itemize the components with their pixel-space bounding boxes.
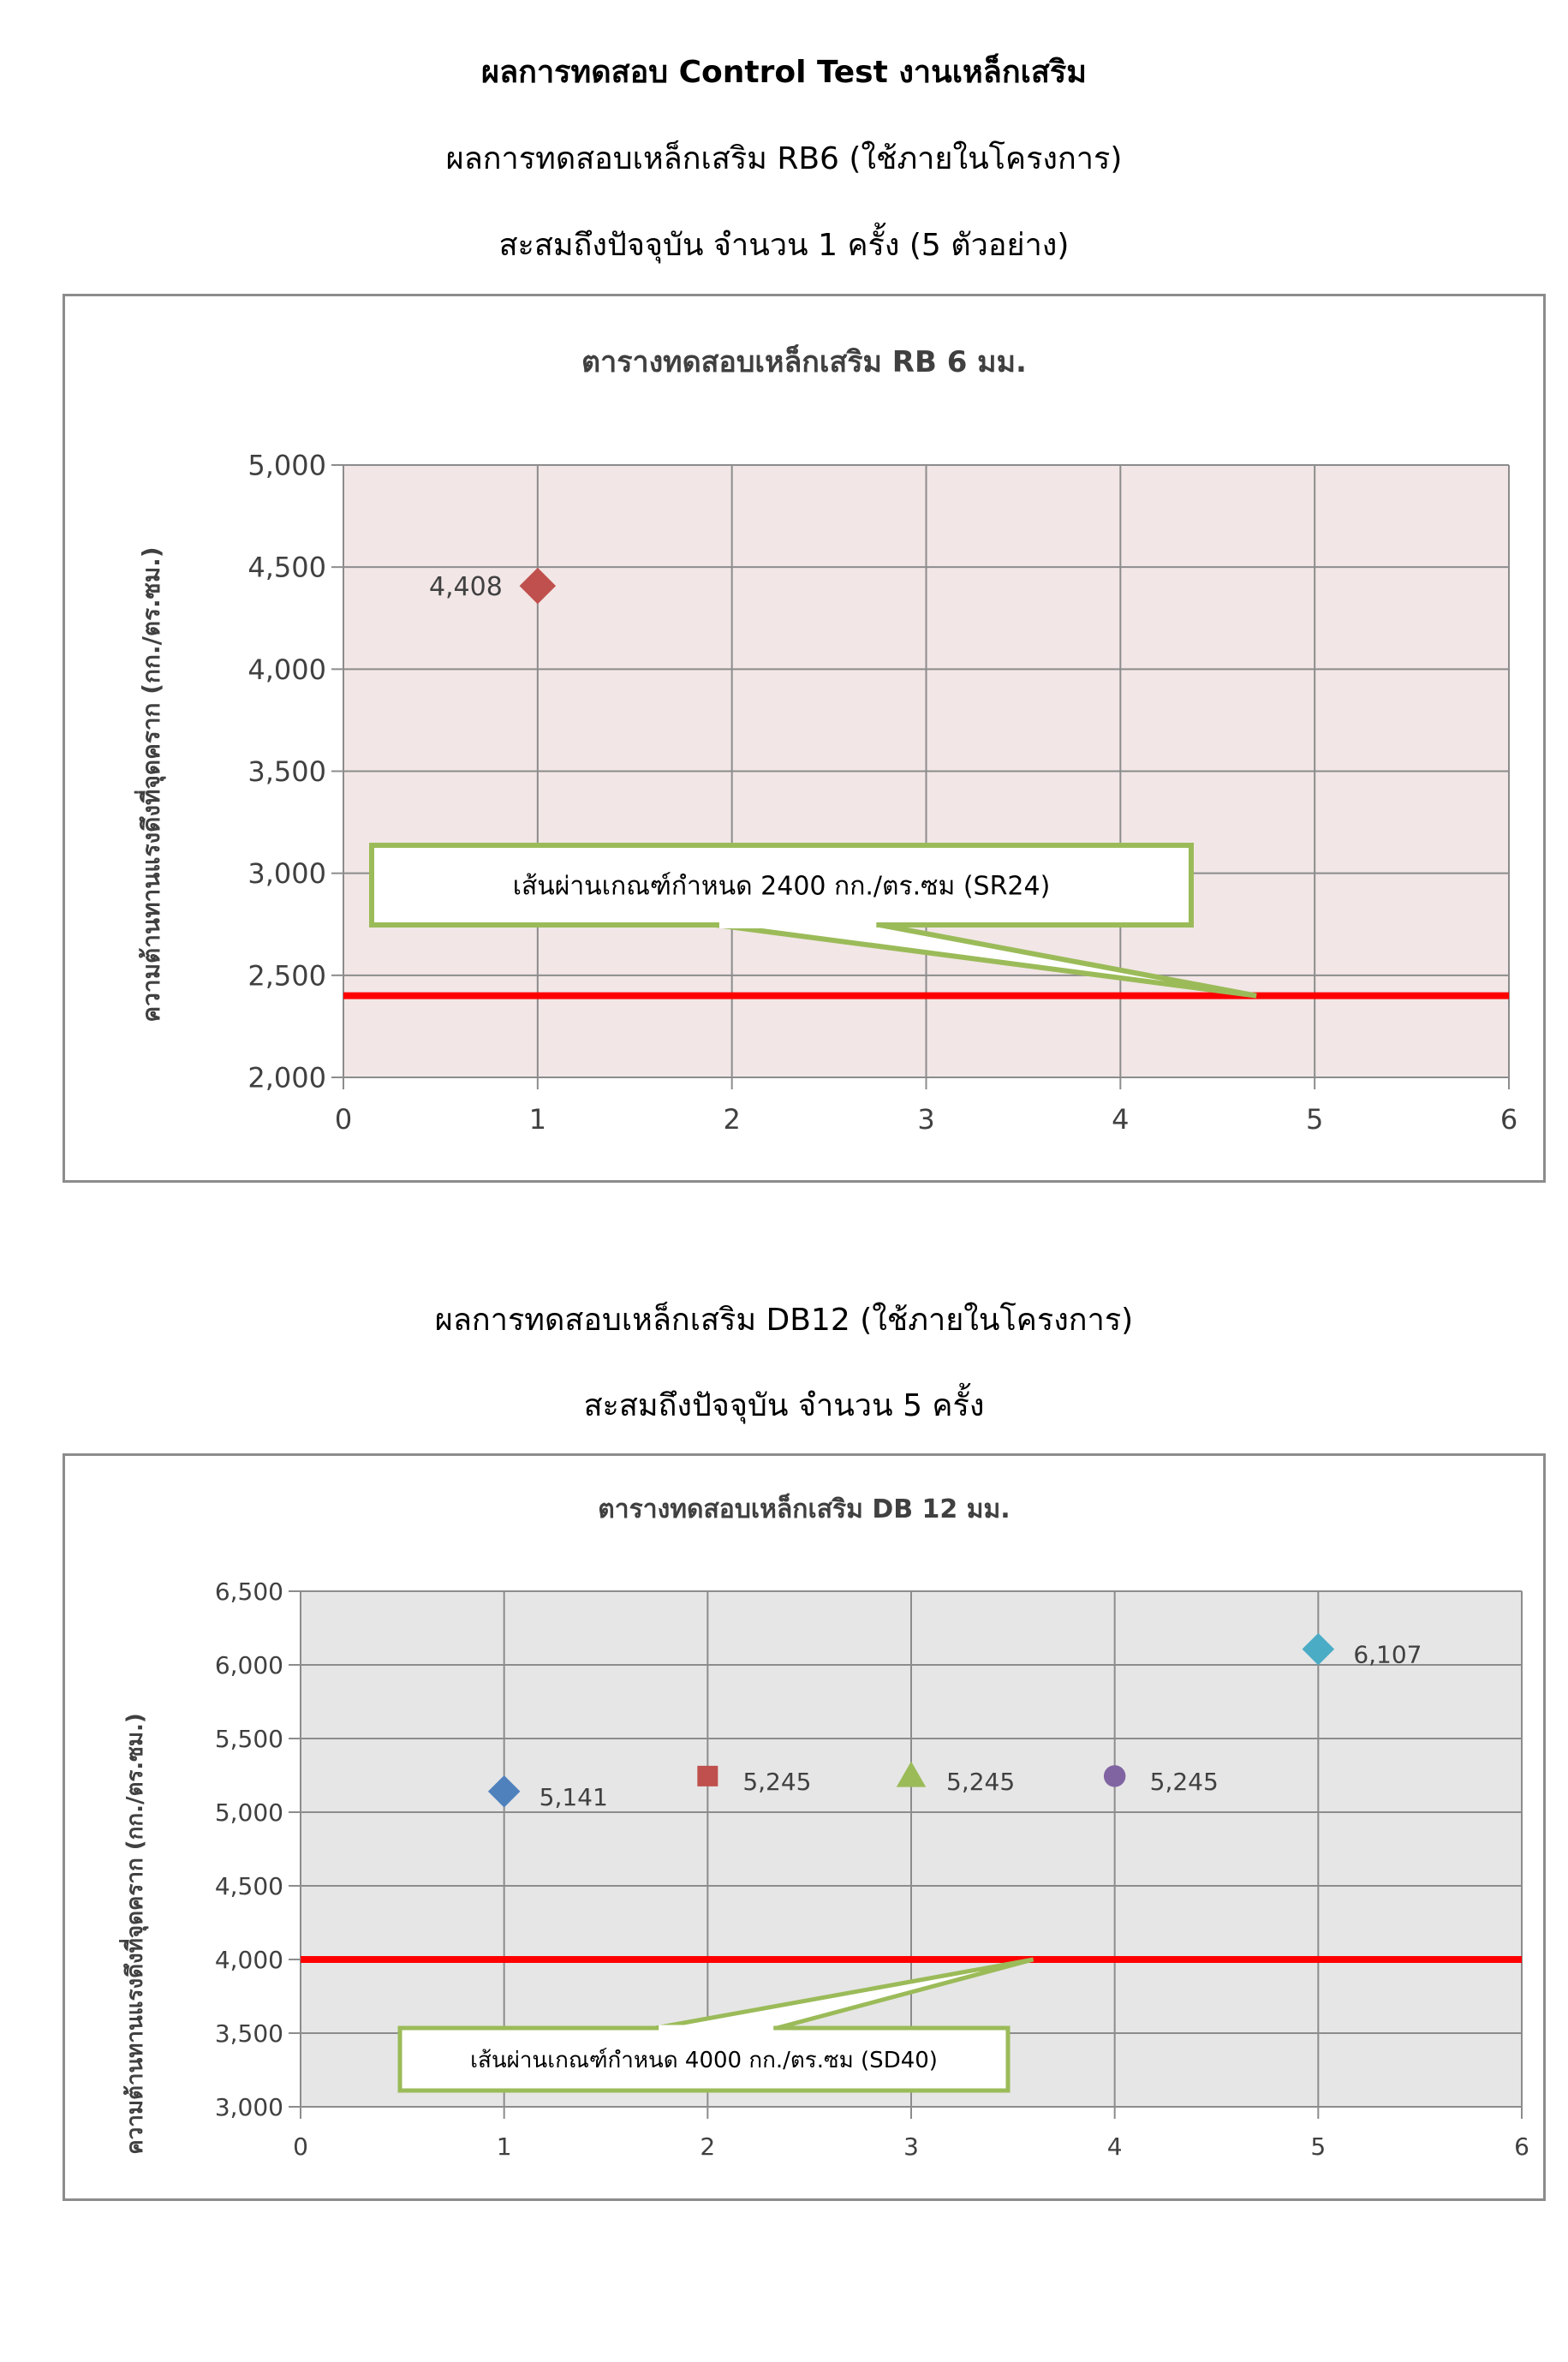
- x-tick-label: 2: [723, 1103, 741, 1136]
- y-tick-label: 5,000: [214, 1798, 283, 1828]
- x-tick-label: 4: [1112, 1103, 1130, 1136]
- x-tick-label: 0: [293, 2132, 308, 2161]
- y-tick-label: 3,500: [214, 2019, 283, 2049]
- data-label: 5,245: [742, 1767, 812, 1796]
- callout-text: เส้นผ่านเกณฑ์กำหนด 2400 กก./ตร.ซม (SR24): [512, 871, 1051, 902]
- y-tick-label: 4,500: [214, 1872, 283, 1901]
- data-label: 5,245: [946, 1767, 1016, 1796]
- y-tick-label: 3,500: [247, 755, 326, 789]
- chart-panel-db12: [63, 1453, 1546, 2201]
- x-tick-label: 5: [1310, 2132, 1327, 2161]
- callout-text: เส้นผ่านเกณฑ์กำหนด 4000 กก./ตร.ซม (SD40): [470, 2047, 938, 2073]
- section1-heading: ผลการทดสอบเหล็กเสริม RB6 (ใช้ภายในโครงการ): [445, 141, 1123, 176]
- data-label: 5,245: [1149, 1767, 1219, 1796]
- data-point: [697, 1766, 718, 1786]
- x-tick-label: 1: [528, 1103, 547, 1136]
- section2-subheading: สะสมถึงปัจจุบัน จำนวน 5 ครั้ง: [583, 1388, 985, 1423]
- data-point: [1104, 1765, 1126, 1787]
- chart-title: ตารางทดสอบเหล็กเสริม DB 12 มม.: [598, 1494, 1011, 1524]
- y-tick-label: 6,000: [214, 1651, 283, 1680]
- section1-subheading: สะสมถึงปัจจุบัน จำนวน 1 ครั้ง (5 ตัวอย่าง): [498, 228, 1070, 263]
- data-label: 4,408: [428, 571, 503, 602]
- chart-panel-rb6: [63, 294, 1546, 1183]
- section2-heading: ผลการทดสอบเหล็กเสริม DB12 (ใช้ภายในโครงการ): [434, 1303, 1134, 1338]
- y-tick-label: 5,000: [247, 449, 326, 482]
- y-axis-label: ความต้านทานแรงดึงที่จุดคราก (กก./ตร.ซม.): [122, 1713, 148, 2155]
- y-tick-label: 3,000: [214, 2093, 283, 2122]
- y-tick-label: 4,000: [214, 1946, 283, 1975]
- data-label: 6,107: [1353, 1640, 1422, 1669]
- y-tick-label: 4,500: [247, 551, 326, 584]
- y-tick-label: 2,000: [247, 1061, 326, 1095]
- x-tick-label: 5: [1305, 1103, 1324, 1136]
- x-tick-label: 1: [496, 2132, 512, 2161]
- y-tick-label: 2,500: [247, 959, 326, 993]
- chart-db12: [65, 1456, 1543, 2198]
- x-tick-label: 2: [700, 2132, 716, 2161]
- data-label: 5,141: [539, 1782, 608, 1811]
- chart-title: ตารางทดสอบเหล็กเสริม RB 6 มม.: [581, 345, 1027, 379]
- y-tick-label: 3,000: [247, 857, 326, 891]
- y-tick-label: 4,000: [247, 653, 326, 686]
- chart-rb6: [65, 296, 1543, 1180]
- x-tick-label: 6: [1514, 2132, 1529, 2161]
- y-tick-label: 6,500: [214, 1578, 283, 1607]
- page-title: ผลการทดสอบ Control Test งานเหล็กเสริม: [481, 55, 1087, 90]
- x-tick-label: 0: [334, 1103, 353, 1136]
- x-tick-label: 6: [1499, 1103, 1518, 1136]
- y-axis-label: ความต้านทานแรงดึงที่จุดคราก (กก./ตร.ซม.): [137, 546, 165, 1023]
- x-tick-label: 3: [917, 1103, 935, 1136]
- x-tick-label: 4: [1106, 2132, 1123, 2161]
- y-tick-label: 5,500: [214, 1725, 283, 1754]
- x-tick-label: 3: [903, 2132, 919, 2161]
